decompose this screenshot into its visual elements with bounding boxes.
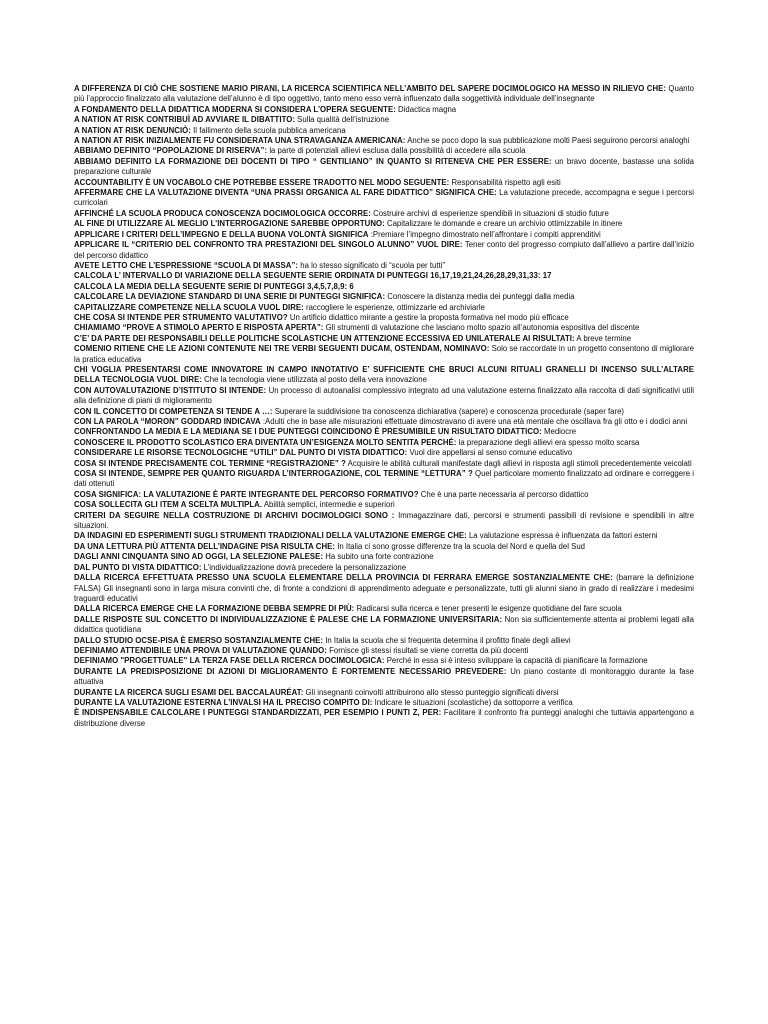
question-text: CHE COSA SI INTENDE PER STRUMENTO VALUTATIVO? — [74, 312, 288, 322]
question-text: DALLA RICERCA EFFETTUATA PRESSO UNA SCUOLA ELEMENTARE DELLA PROVINCIA DI FERRARA EMERGE SOSTANZIALMENTE CHE: — [74, 573, 613, 583]
qa-item — [74, 667, 694, 688]
answer-text: A breve termine — [576, 333, 632, 343]
answer-text: Capitalizzare le domande e creare un archivio ottimizzabile in itinere — [386, 219, 623, 229]
qa-item — [74, 334, 694, 344]
answer-text: In Italia ci sono grosse differenze tra la scuola del Nord e quella del Sud — [337, 541, 586, 551]
qa-item — [74, 323, 694, 333]
answer-text: Vuol dire appellarsi al senso comune educativo — [409, 448, 573, 458]
question-text: DALLA RICERCA EMERGE CHE LA FORMAZIONE DEBBA SEMPRE DI PIÙ: — [74, 604, 355, 614]
answer-text: Acquisire le abilità culturali manifestate dagli allievi in risposta agli stimoli precedentemente veicolati — [347, 458, 692, 468]
answer-text: Quel particolare momento finalizzato ad ordinare e correggere i dati ottenuti — [74, 469, 695, 489]
answer-text: Il fallimento della scuola pubblica americana — [193, 125, 346, 135]
answer-text: Immagazzinare dati, percorsi e strumenti passibili di revisione e spendibili in altre situazioni. — [74, 510, 694, 531]
answer-text: Facilitare il confronto fra punteggi analoghi che tuttavia appartengono a distribuzione diverse — [74, 708, 694, 728]
answer-text: La valutazione espressa è influenzata da fattori esterni — [468, 531, 658, 541]
question-text: DAL PUNTO DI VISTA DIDATTICO: — [74, 562, 202, 572]
answer-text: La valutazione precede, accompagna e segue i percorsi curricolari — [74, 188, 695, 208]
answer-text: Che è una parte necessaria al percorso didattico — [420, 489, 589, 499]
answer-text: (barrare la definizione FALSA) Gli insegnanti sono in larga misura convinti che, di fronte a condizioni di apprendimento adeguate e personalizzate, tutti gli alunni siano in grado di realizzare i medesimi traguardi educativi — [74, 573, 694, 603]
answer-text: Non sia sufficientemente attenta ai problemi legati alla didattica quotidiana — [74, 614, 694, 635]
qa-item — [74, 615, 694, 636]
qa-item — [74, 490, 694, 500]
answer-text: Mediocre — [543, 427, 577, 437]
question-text: DALLE RISPOSTE SUL CONCETTO DI INDIVIDUALIZZAZIONE È PALESE CHE LA FORMAZIONE UNIVERSITARIA: — [74, 614, 503, 624]
qa-item — [74, 261, 694, 271]
answer-text: la preparazione degli allievi era spesso molto scarsa — [458, 437, 640, 447]
qa-item — [74, 531, 694, 541]
qa-item — [74, 708, 694, 729]
question-text: CON IL CONCETTO DI COMPETENZA SI TENDE A …: — [74, 406, 273, 416]
qa-item — [74, 698, 694, 708]
question-text: CALCOLA L’ INTERVALLO DI VARIAZIONE DELLA SEGUENTE SERIE ORDINATA DI PUNTEGGI 16,17,19,21,24,26,28,29,31,33: 17 — [74, 271, 552, 281]
answer-text: Indicare le situazioni (scolastiche) da sottoporre a verifica — [374, 697, 573, 707]
qa-item — [74, 209, 694, 219]
qa-item — [74, 417, 694, 427]
answer-text: Sulla qualità dell’istruzione — [297, 115, 390, 125]
qa-item — [74, 105, 694, 115]
question-text: A NATION AT RISK INIZIALMENTE FU CONSIDERATA UNA STRAVAGANZA AMERICANA: — [74, 136, 406, 146]
qa-item — [74, 84, 694, 105]
question-text: DURANTE LA VALUTAZIONE ESTERNA L’INVALSI HA IL PRECISO COMPITO DI: — [74, 697, 373, 707]
question-text: È INDISPENSABILE CALCOLARE I PUNTEGGI STANDARDIZZATI, PER ESEMPIO I PUNTI Z, PER: — [74, 708, 442, 718]
question-text: CRITERI DA SEGUIRE NELLA COSTRUZIONE DI ARCHIVI DOCIMOLOGICI SONO : — [74, 510, 395, 520]
qa-item — [74, 126, 694, 136]
answer-text: Gli insegnanti coinvolti attribuirono allo stesso punteggio significati diversi — [305, 687, 559, 697]
qa-item — [74, 511, 694, 532]
qa-item — [74, 438, 694, 448]
question-text: DURANTE LA PREDISPOSIZIONE DI AZIONI DI MIGLIORAMENTO È FORTEMENTE NECESSARIO PREVEDERE: — [74, 666, 507, 676]
answer-text: Anche se poco dopo la sua pubblicazione molti Paesi seguirono percorsi analoghi — [407, 136, 690, 146]
question-text: AL FINE DI UTILIZZARE AL MEGLIO L’INTERROGAZIONE SAREBBE OPPORTUNO: — [74, 219, 385, 229]
question-text: CON LA PAROLA “MORON” GODDARD INDICAVA — [74, 417, 261, 426]
question-text: A NATION AT RISK CONTRIBUÌ AD AVVIARE IL DIBATTITO: — [74, 115, 295, 125]
question-text: COSA SI INTENDE, SEMPRE PER QUANTO RIGUARDA L’INTERROGAZIONE, COL TERMINE “LETTURA” ? — [74, 469, 473, 479]
answer-text: Gli strumenti di valutazione che lasciano molto spazio all’autonomia espositiva del discente — [325, 323, 640, 333]
qa-item — [74, 178, 694, 188]
question-text: DEFINIAMO ATTENDIBILE UNA PROVA DI VALUTAZIONE QUANDO: — [74, 645, 327, 655]
answer-text: Superare la suddivisione tra conoscenza dichiarativa (sapere) e conoscenza procedurale (saper fare) — [274, 406, 625, 416]
answer-text: Costruire archivi di esperienze spendibili in situazioni di studio future — [373, 208, 609, 218]
qa-item — [74, 146, 694, 156]
question-text: CONFRONTANDO LA MEDIA E LA MEDIANA SE I DUE PUNTEGGI COINCIDONO È PRESUMIBILE UN RISULTATO DIDATTICO: — [74, 427, 542, 437]
answer-text: Tener conto del progresso compiuto dall’allievo a partire dall’inizio del percorso didattico — [74, 240, 695, 260]
question-text: DURANTE LA RICERCA SUGLI ESAMI DEL BACCALAURÉAT: — [74, 687, 304, 697]
qa-item — [74, 646, 694, 656]
question-text: APPLICARE IL “CRITERIO DEL CONFRONTO TRA PRESTAZIONI DEL SINGOLO ALUNNO” VUOL DIRE: — [74, 240, 463, 250]
qa-item — [74, 604, 694, 614]
question-text: C’E’ DA PARTE DEI RESPONSABILI DELLE POLITICHE SCOLASTICHE UN ATTENZIONE ECCESSIVA ED UNILATERALE AI RISULTATI: — [74, 333, 575, 343]
question-text: APPLICARE I CRITERI DELL’IMPEGNO E DELLA BUONA VOLONTÀ SIGNIFICA — [74, 229, 369, 239]
qa-item — [74, 552, 694, 562]
qa-item — [74, 427, 694, 437]
answer-text: Che la tecnologia viene utilizzata al posto della vera innovazione — [204, 375, 427, 385]
question-text: CONOSCERE IL PRODOTTO SCOLASTICO ERA DIVENTATA UN’ESIGENZA MOLTO SENTITA PERCHÉ: — [74, 437, 457, 447]
document-body — [74, 84, 694, 729]
answer-text: Ha subito una forte contrazione — [325, 552, 434, 562]
qa-item — [74, 188, 694, 209]
question-text: DA INDAGINI ED ESPERIMENTI SUGLI STRUMENTI TRADIZIONALI DELLA VALUTAZIONE EMERGE CHE: — [74, 531, 467, 541]
answer-text: Quanto più l’approccio finalizzato alla valutazione dell’alunno è di tipo oggettivo, tanto meno esso verrà influenzato dalla soggettività individuale dell’insegnante — [74, 84, 694, 104]
question-text: DEFINIAMO "PROGETTUALE" LA TERZA FASE DELLA RICERCA DOCIMOLOGICA: — [74, 656, 385, 666]
question-text: CHI VOGLIA PRESENTARSI COME INNOVATORE IN CAMPO INNOTATIVO E’ SUFFICIENTE CHE BRUCI ALCUNI RITUALI GRANELLI DI INCENSO SULL’ALTARE DELLA TECNOLOGIA VUOL DIRE: — [74, 364, 694, 385]
question-text: COSA SIGNIFICA: LA VALUTAZIONE È PARTE INTEGRANTE DEL PERCORSO FORMATIVO? — [74, 489, 419, 499]
question-text: CON AUTOVALUTAZIONE D’ISTITUTO SI INTENDE: — [74, 385, 267, 395]
answer-text: Responsabilità rispetto agli esiti — [451, 177, 561, 187]
answer-text: Conoscere la distanza media dei punteggi dalla media — [387, 292, 575, 302]
question-text: A DIFFERENZA DI CIÒ CHE SOSTIENE MARIO PIRANI, LA RICERCA SCIENTIFICA NELL’AMBITO DEL SAPERE DOCIMOLOGICO HA MESSO IN RILIEVO CHE: — [74, 84, 667, 93]
question-text: COSA SOLLECITA GLI ITEM A SCELTA MULTIPLA. — [74, 500, 263, 510]
question-text: CALCOLA LA MEDIA DELLA SEGUENTE SERIE DI PUNTEGGI 3,4,5,7,8,9: 6 — [74, 281, 354, 291]
qa-item — [74, 292, 694, 302]
answer-text: Didactica magna — [398, 104, 457, 114]
answer-text: L’individualizzazione dovrà precedere la personalizzazione — [203, 562, 407, 572]
question-text: DAGLI ANNI CINQUANTA SINO AD OGGI, LA SELEZIONE PALESE: — [74, 552, 324, 562]
qa-item — [74, 459, 694, 469]
question-text: COSA SI INTENDE PRECISAMENTE COL TERMINE “REGISTRAZIONE” ? — [74, 458, 346, 468]
answer-text: raccogliere le esperienze, ottimizzarle ed archiviarle — [305, 302, 485, 312]
answer-text: Un artificio didattico mirante a gestire la proposta formativa nel modo più efficace — [289, 312, 569, 322]
question-text: COMENIO RITIENE CHE LE AZIONI CONTENUTE NEI TRE VERBI SEGUENTI DUCAM, OSTENDAM, NOMINAVO: — [74, 344, 490, 354]
question-text: DALLO STUDIO OCSE-PISA È EMERSO SOSTANZIALMENTE CHE: — [74, 635, 324, 645]
question-text: AFFERMARE CHE LA VALUTAZIONE DIVENTA “UNA PRASSI ORGANICA AL FARE DIDATTICO” SIGNIFICA CHE: — [74, 188, 497, 198]
answer-text: un bravo docente, bastasse una solida preparazione culturale — [74, 156, 695, 177]
question-text: AVETE LETTO CHE L’ESPRESSIONE “SCUOLA DI MASSA”: — [74, 260, 299, 270]
answer-text: Fornisce gli stessi risultati se viene corretta da più docenti — [329, 645, 529, 655]
qa-item — [74, 230, 694, 240]
qa-item — [74, 115, 694, 125]
qa-item — [74, 240, 694, 261]
question-text: ABBIAMO DEFINITO LA FORMAZIONE DEI DOCENTI DI TIPO “ GENTILIANO” IN QUANTO SI RITENEVA CHE PER ESSERE: — [74, 156, 552, 166]
qa-item — [74, 573, 694, 604]
qa-item — [74, 500, 694, 510]
answer-text: Un piano costante di monitoraggio durante la fase attuativa — [74, 666, 694, 687]
qa-item — [74, 219, 694, 229]
question-text: CHIAMIAMO “PROVE A STIMOLO APERTO E RISPOSTA APERTA”: — [74, 323, 324, 333]
qa-item — [74, 563, 694, 573]
qa-item — [74, 688, 694, 698]
question-text: AFFINCHÉ LA SCUOLA PRODUCA CONOSCENZA DOCIMOLOGICA OCCORRE: — [74, 208, 371, 218]
question-text: CAPITALIZZARE COMPETENZE NELLA SCUOLA VUOL DIRE: — [74, 302, 304, 312]
answer-text: :Adulti che in base alle misurazioni effettuate dimostravano di avere una età mentale che oscillava fra gli otto e i dodici anni — [262, 417, 688, 426]
answer-text: Perché in essa si è inteso sviluppare la capacità di pianificare la formazione — [386, 656, 648, 666]
qa-item — [74, 448, 694, 458]
question-text: CALCOLARE LA DEVIAZIONE STANDARD DI UNA SERIE DI PUNTEGGI SIGNIFICA: — [74, 292, 386, 302]
qa-item — [74, 386, 694, 407]
qa-item — [74, 157, 694, 178]
qa-item — [74, 282, 694, 292]
qa-item — [74, 344, 694, 365]
answer-text: Solo se raccordate in un progetto consentono di migliorare la pratica educativa — [74, 344, 694, 364]
qa-item — [74, 303, 694, 313]
qa-item — [74, 365, 694, 386]
question-text: CONSIDERARE LE RISORSE TECNOLOGICHE “UTILI” DAL PUNTO DI VISTA DIDATTICO: — [74, 448, 408, 458]
qa-item — [74, 271, 694, 281]
qa-item — [74, 656, 694, 666]
qa-item — [74, 636, 694, 646]
answer-text: Abilità semplici, intermedie e superiori — [263, 500, 395, 510]
answer-text: :Premiare l’impegno dimostrato nell’affrontare i compiti apprenditivi — [370, 229, 601, 239]
question-text: ACCOUNTABILITY È UN VOCABOLO CHE POTREBBE ESSERE TRADOTTO NEL MODO SEGUENTE: — [74, 177, 450, 187]
qa-item — [74, 136, 694, 146]
answer-text: Un processo di autoanalisi complessivo integrato ad una valutazione esterna finalizzato alla raccolta di dati significativi utili alla definizione di piani di miglioramento — [74, 385, 694, 406]
qa-item — [74, 407, 694, 417]
answer-text: la parte di potenziali allievi esclusa dalla possibilità di accedere alla scuola — [269, 146, 526, 156]
answer-text: Radicarsi sulla ricerca e tener presenti le esigenze quotidiane del fare scuola — [356, 604, 622, 614]
qa-item — [74, 469, 694, 490]
answer-text: In Italia la scuola che si frequenta determina il profitto finale degli allievi — [325, 635, 571, 645]
question-text: DA UNA LETTURA PIÙ ATTENTA DELL’INDAGINE PISA RISULTA CHE: — [74, 541, 336, 551]
qa-item — [74, 542, 694, 552]
question-text: ABBIAMO DEFINITO “POPOLAZIONE DI RISERVA”: — [74, 146, 268, 156]
question-text: A NATION AT RISK DENUNCIÒ: — [74, 125, 191, 135]
qa-item — [74, 313, 694, 323]
answer-text: ha lo stesso significato di “scuola per tutti” — [300, 260, 445, 270]
question-text: A FONDAMENTO DELLA DIDATTICA MODERNA SI CONSIDERA L’OPERA SEGUENTE: — [74, 104, 396, 114]
